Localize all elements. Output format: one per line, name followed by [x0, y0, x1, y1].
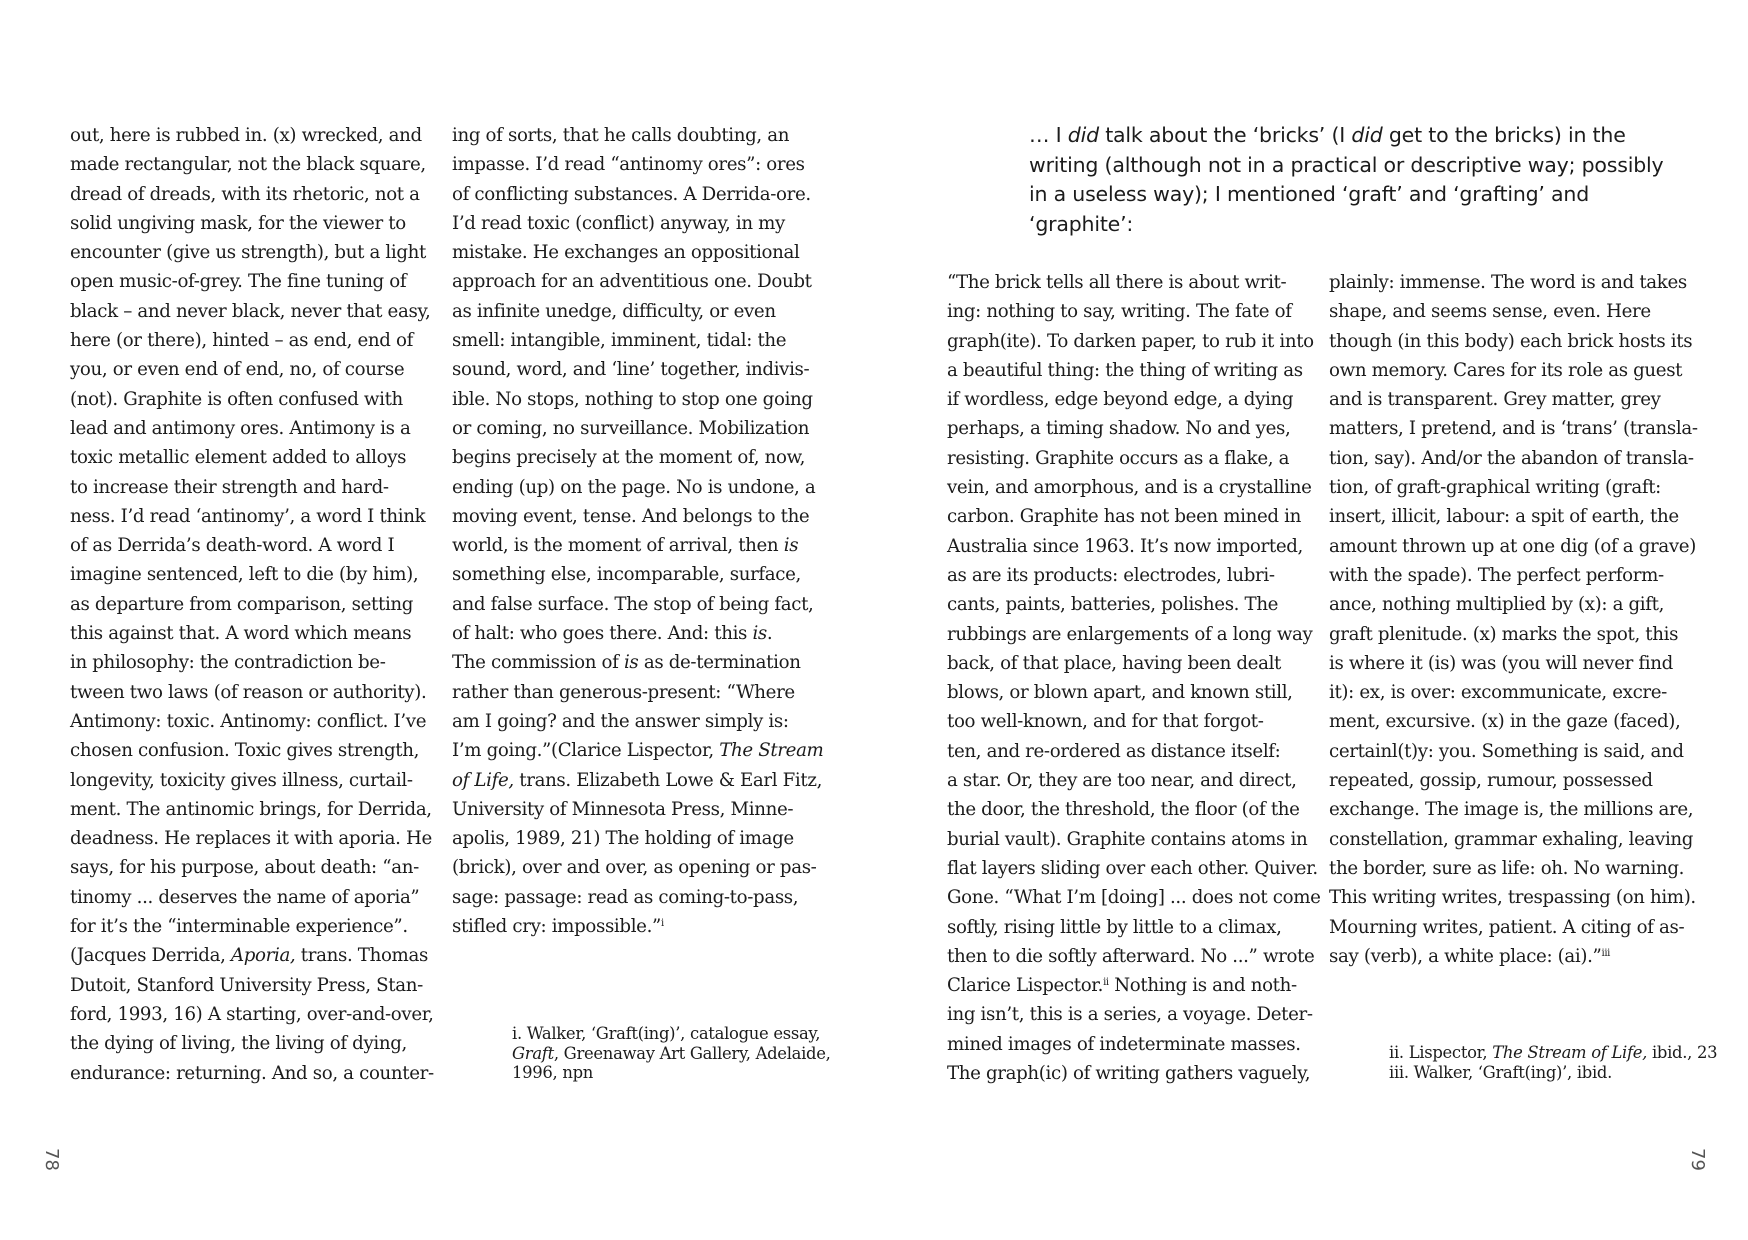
left-column-2-line: of conflicting substances. A Derrida-ore. — [452, 183, 811, 205]
left-column-2-line: sage: passage: read as coming-to-pass, — [452, 886, 799, 908]
left-column-1-line: lead and antimony ores. Antimony is a — [70, 417, 411, 439]
page-number-left: 78 — [41, 1148, 62, 1171]
right-column-1-line: the door, the threshold, the floor (of the — [947, 799, 1300, 821]
left-column-1-line: solid ungiving mask, for the viewer to — [70, 212, 406, 234]
footnote-i — [512, 1024, 831, 1083]
left-column-1-line: made rectangular, not the black square, — [70, 154, 426, 176]
right-column-2-line: ment, excursive. (x) in the gaze (faced), — [1329, 711, 1681, 733]
left-column-2-line: world, is the moment of arrival, then is — [452, 535, 799, 557]
right-column-2-line: graft plenitude. (x) marks the spot, this — [1329, 623, 1679, 645]
right-column-1-line: mined images of indeterminate masses. — [947, 1033, 1301, 1055]
left-column-1-line: imagine sentenced, left to die (by him), — [70, 564, 419, 586]
footnotes-ii-iii — [1389, 1043, 1717, 1082]
footnote-line: iii. Walker, ‘Graft(ing)’, ibid. — [1389, 1062, 1613, 1082]
left-column-2-line: stifled cry: impossible.”$^i$ — [452, 916, 664, 938]
right-column-1-line: as are its products: electrodes, lubri- — [947, 564, 1275, 586]
left-column-1 — [70, 121, 434, 1088]
right-column-2-line: it): ex, is over: excommunicate, excre- — [1329, 682, 1667, 704]
footnote-line: Graft, Greenaway Art Gallery, Adelaide, — [512, 1043, 831, 1063]
right-column-1-line: ten, and re-ordered as distance itself: — [947, 740, 1281, 762]
left-column-2-line: of halt: who goes there. And: this is. — [452, 623, 773, 645]
right-column-2-line: certainl(t)y: you. Something is said, and — [1329, 740, 1684, 762]
right-column-1-line: “The brick tells all there is about writ- — [947, 272, 1287, 293]
left-column-2-line: impasse. I’d read “antinomy ores”: ores — [452, 154, 805, 176]
left-column-2-line: moving event, tense. And belongs to the — [452, 505, 810, 527]
left-column-1-line: ford, 1993, 16) A starting, over-and-over, — [70, 1003, 434, 1025]
block-quote — [1029, 121, 1663, 239]
right-column-2-line: repeated, gossip, rumour, possessed — [1329, 770, 1653, 792]
right-column-1-line: burial vault). Graphite contains atoms in — [947, 828, 1308, 850]
left-column-1-line: endurance: returning. And so, a counter- — [70, 1062, 434, 1084]
right-column-1-line: resisting. Graphite occurs as a flake, a — [947, 447, 1290, 469]
right-column-2-line: is where it (is) was (you will never find — [1329, 652, 1673, 674]
right-column-2-line: the border, sure as life: oh. No warning. — [1329, 857, 1685, 879]
left-column-1-line: ness. I’d read ‘antinomy’, a word I think — [70, 505, 426, 527]
left-column-2-line: something else, incomparable, surface, — [452, 564, 801, 586]
right-column-1-line: blows, or blown apart, and known still, — [947, 682, 1293, 704]
right-column-1-line: cants, paints, batteries, polishes. The — [947, 594, 1279, 616]
right-column-2 — [1329, 268, 1698, 971]
right-column-1-line: then to die softly afterward. No ...” wrote — [947, 945, 1315, 967]
right-column-2-line: own memory. Cares for its role as guest — [1329, 359, 1683, 381]
right-column-1-line: too well-known, and for that forgot- — [947, 711, 1264, 733]
left-column-2-line: as infinite unedge, difficulty, or even — [452, 300, 776, 322]
right-column-1-line: softly, rising little by little to a climax, — [947, 916, 1282, 938]
left-column-2-line: mistake. He exchanges an oppositional — [452, 242, 800, 264]
right-column-1-line: The graph(ic) of writing gathers vaguely, — [947, 1063, 1311, 1085]
left-column-1-line: longevity, toxicity gives illness, curtail- — [70, 769, 413, 791]
left-column-2-line: ending (up) on the page. No is undone, a — [452, 476, 816, 498]
right-column-1-line: rubbings are enlargements of a long way — [947, 623, 1313, 645]
left-column-1-line: in philosophy: the contradiction be- — [70, 652, 386, 674]
right-column-1-line: a star. Or, they are too near, and direct, — [947, 770, 1297, 792]
left-column-2-line: apolis, 1989, 21) The holding of image — [452, 828, 794, 850]
right-column-2-line: constellation, grammar exhaling, leaving — [1329, 828, 1694, 850]
left-column-2-line: sound, word, and ‘line’ together, indivis- — [452, 359, 810, 381]
right-column-2-line: matters, I pretend, and is ‘trans’ (transla- — [1329, 418, 1698, 440]
right-column-1-line: a beautiful thing: the thing of writing as — [947, 359, 1303, 381]
right-column-2-line: and is transparent. Grey matter, grey — [1329, 389, 1661, 411]
right-column-2-line: shape, and seems sense, even. Here — [1329, 301, 1651, 323]
right-column-2-line: though (in this body) each brick hosts its — [1329, 330, 1693, 352]
right-column-1-line: flat layers sliding over each other. Quiver. — [947, 857, 1318, 879]
left-column-1-line: here (or there), hinted – as end, end of — [70, 330, 413, 352]
right-column-1-line: Clarice Lispector.$^{ii}$ Nothing is and noth- — [947, 975, 1297, 997]
left-column-1-line: tinomy ... deserves the name of aporia” — [70, 886, 420, 908]
block-quote-line: … I did talk about the ‘bricks’ (I did get to the bricks) in the — [1029, 123, 1626, 147]
right-column-2-line: with the spade). The perfect perform- — [1329, 564, 1664, 586]
footnote-line: i. Walker, ‘Graft(ing)’, catalogue essay, — [512, 1024, 821, 1043]
left-column-2-line: The commission of is as de-termination — [452, 652, 801, 674]
left-column-1-line: says, for his purpose, about death: “an- — [70, 857, 419, 879]
right-column-1-line: ing: nothing to say, writing. The fate of — [947, 301, 1292, 323]
footnote-line: ii. Lispector, The Stream of Life, ibid., 23 — [1389, 1043, 1718, 1062]
left-column-1-line: toxic metallic element added to alloys — [70, 447, 407, 469]
right-column-1-line: ing isn’t, this is a series, a voyage. Deter- — [947, 1004, 1313, 1026]
left-column-1-line: black – and never black, never that easy, — [70, 300, 431, 322]
left-column-2-line: ing of sorts, that he calls doubting, an — [452, 125, 790, 146]
right-column-1-line: Gone. “What I’m [doing] ... does not come — [947, 887, 1321, 909]
right-column-1-line: Australia since 1963. It’s now imported, — [947, 535, 1303, 557]
left-column-1-line: deadness. He replaces it with aporia. He — [70, 828, 432, 850]
right-column-1-line: perhaps, a timing shadow. No and yes, — [947, 418, 1291, 440]
left-column-1-line: out, here is rubbed in. (x) wrecked, and — [70, 125, 422, 146]
left-column-1-line: encounter (give us strength), but a light — [70, 242, 426, 264]
left-column-1-line: Antimony: toxic. Antinomy: conflict. I’ve — [70, 710, 427, 732]
right-column-1-line: vein, and amorphous, and is a crystalline — [947, 477, 1312, 499]
left-column-1-line: (Jacques Derrida, Aporia, trans. Thomas — [70, 945, 428, 967]
left-column-1-line: tween two laws (of reason or authority). — [70, 681, 427, 703]
left-column-2-line: I’d read toxic (conflict) anyway, in my — [452, 212, 785, 234]
right-column-2-line: tion, of graft-graphical writing (graft: — [1329, 477, 1661, 499]
page-number-right: 79 — [1687, 1148, 1708, 1171]
left-column-2-line: begins precisely at the moment of, now, — [452, 447, 806, 469]
right-column-2-line: ance, nothing multiplied by (x): a gift, — [1329, 594, 1665, 616]
left-column-1-line: as departure from comparison, setting — [70, 593, 414, 615]
right-page — [874, 0, 1748, 1240]
right-column-1-line: back, of that place, having been dealt — [947, 652, 1282, 674]
left-column-2-line: of Life, trans. Elizabeth Lowe & Earl Fitz, — [452, 769, 823, 791]
left-column-2-line: (brick), over and over, as opening or pas- — [452, 857, 817, 879]
right-column-2-line: insert, illicit, labour: a spit of earth, the — [1329, 506, 1679, 528]
block-quote-line: writing (although not in a practical or descriptive way; possibly — [1029, 152, 1664, 177]
left-column-2-line: University of Minnesota Press, Minne- — [452, 798, 794, 820]
left-column-1-line: chosen confusion. Toxic gives strength, — [70, 740, 420, 762]
right-column-2-line: plainly: immense. The word is and takes — [1329, 272, 1687, 293]
left-column-1-line: of as Derrida’s death-word. A word I — [70, 535, 395, 557]
left-column-2-line: smell: intangible, imminent, tidal: the — [452, 330, 787, 352]
left-column-1-line: (not). Graphite is often confused with — [70, 388, 403, 410]
right-column-2-line: say (verb), a white place: (ai).”$^{iii}$ — [1329, 945, 1611, 967]
right-column-2-line: exchange. The image is, the millions are, — [1329, 799, 1694, 821]
right-column-2-line: This writing writes, trespassing (on him). — [1329, 887, 1696, 909]
left-column-2-line: and false surface. The stop of being fact, — [452, 593, 814, 615]
left-column-2-line: ible. No stops, nothing to stop one going — [452, 388, 813, 410]
left-column-1-line: open music-of-grey. The fine tuning of — [70, 271, 407, 293]
right-column-1 — [947, 268, 1321, 1088]
left-column-2-line: rather than generous-present: “Where — [452, 681, 795, 703]
left-column-1-line: the dying of living, the living of dying, — [70, 1033, 407, 1055]
footnote-line: 1996, npn — [512, 1063, 594, 1082]
right-column-1-line: graph(ite). To darken paper, to rub it into — [947, 330, 1314, 352]
left-column-2 — [452, 121, 823, 941]
left-column-2-line: or coming, no surveillance. Mobilization — [452, 417, 810, 439]
left-column-1-line: this against that. A word which means — [70, 623, 412, 645]
left-column-1-line: for it’s the “interminable experience”. — [70, 916, 408, 938]
right-column-1-line: carbon. Graphite has not been mined in — [947, 506, 1301, 528]
left-column-1-line: to increase their strength and hard- — [70, 476, 389, 498]
left-column-2-line: approach for an adventitious one. Doubt — [452, 271, 812, 293]
left-column-1-line: Dutoit, Stanford University Press, Stan- — [70, 974, 423, 996]
left-column-1-line: ment. The antinomic brings, for Derrida, — [70, 798, 432, 820]
left-column-2-line: I’m going.”(Clarice Lispector, The Stream — [452, 740, 824, 762]
right-column-2-line: tion, say). And/or the abandon of transla- — [1329, 447, 1694, 469]
left-column-1-line: dread of dreads, with its rhetoric, not a — [70, 183, 420, 205]
right-column-2-line: Mourning writes, patient. A citing of as- — [1329, 916, 1685, 938]
left-column-2-line: am I going? and the answer simply is: — [452, 710, 789, 732]
right-column-2-line: amount thrown up at one dig (of a grave) — [1329, 535, 1696, 557]
right-column-1-line: if wordless, edge beyond edge, a dying — [947, 389, 1294, 411]
left-column-1-line: you, or even end of end, no, of course — [70, 359, 405, 381]
block-quote-line: in a useless way); I mentioned ‘graft’ and ‘grafting’ and — [1029, 182, 1590, 206]
block-quote-line: ‘graphite’: — [1029, 211, 1134, 236]
